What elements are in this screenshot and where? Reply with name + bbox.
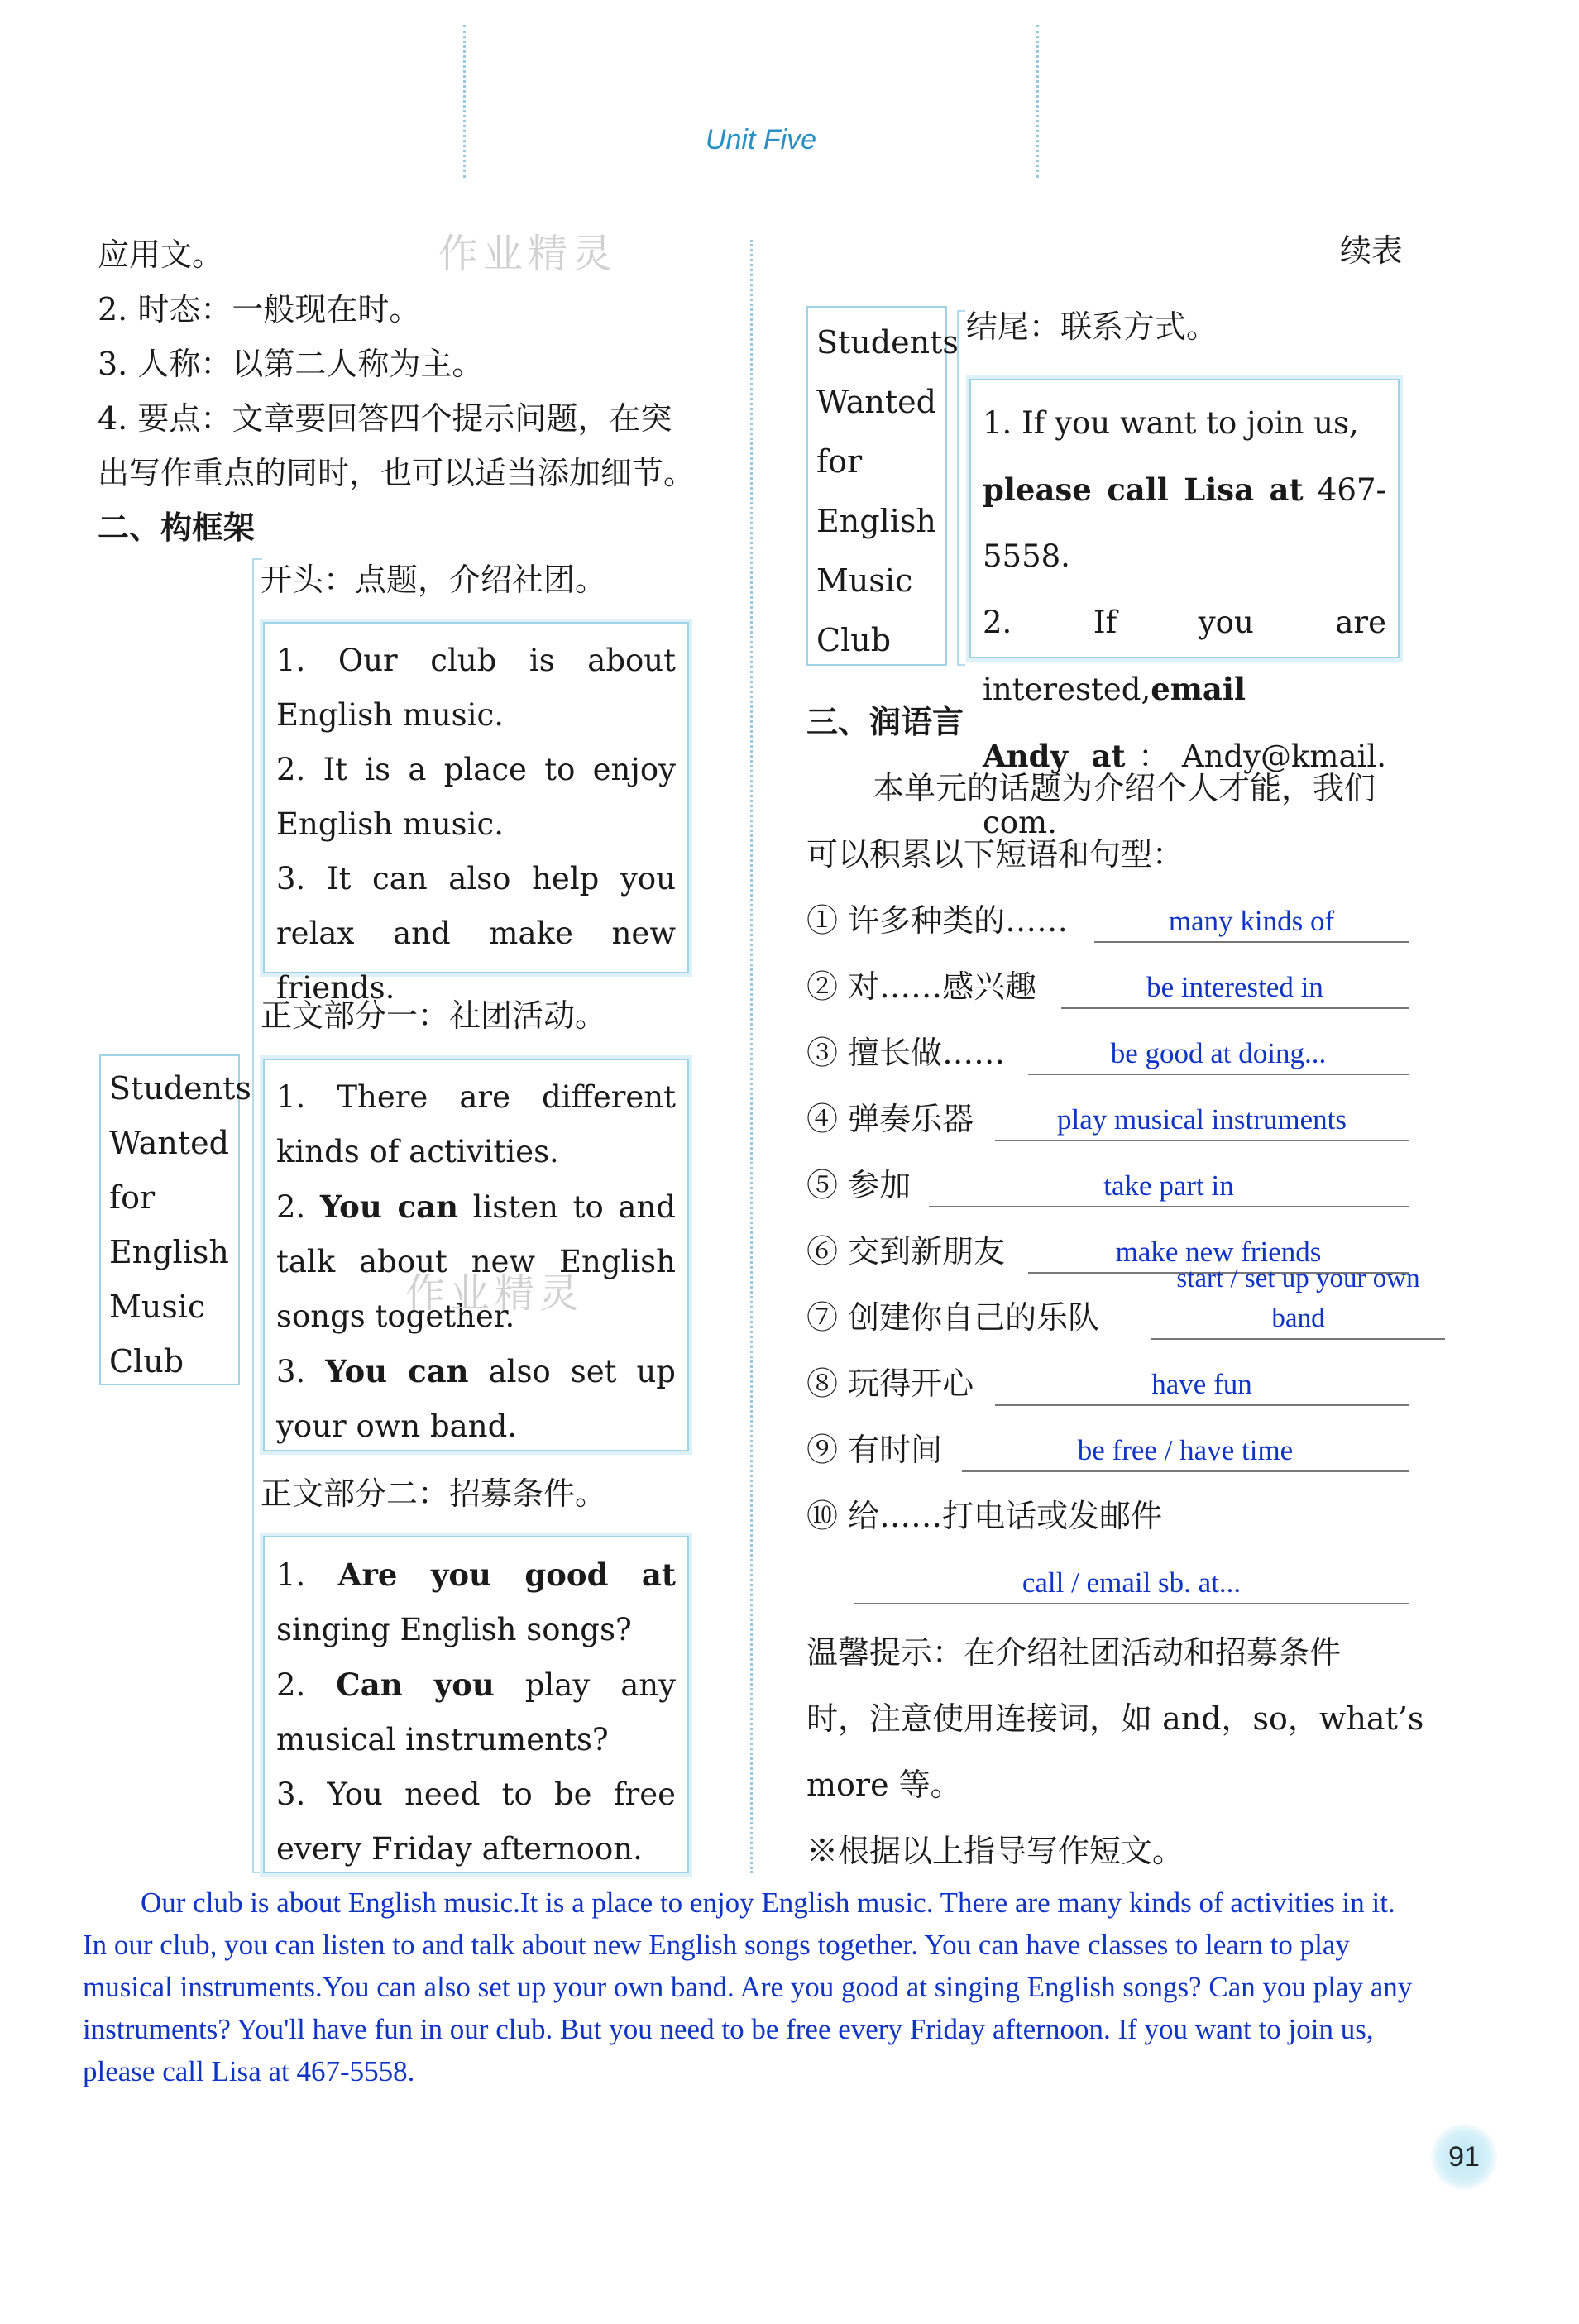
body1-box (263, 1059, 689, 1451)
watermark: 作业精灵 (438, 231, 618, 277)
tip-line-2: 时，注意使用连接词，如 and，so，what’s (806, 1700, 1424, 1737)
body2-item: 3. You need to be free every Friday afternoon. (276, 1776, 676, 1867)
phrase-label: ⑥ 交到新朋友 (806, 1233, 1006, 1270)
phrase-label: ⑩ 给……打电话或发邮件 (806, 1498, 1163, 1534)
header-divider-left (463, 25, 466, 178)
body2-box (263, 1536, 689, 1873)
phrase-row (806, 1356, 1419, 1411)
left-framework-bracket (252, 558, 262, 1873)
side-label-line: Music (109, 1289, 206, 1325)
phrase-answer: be good at doing... (1028, 1034, 1409, 1075)
side-label-line: for (109, 1179, 156, 1216)
phrase-answer: many kinds of (1094, 901, 1409, 943)
phrase-row (806, 1158, 1419, 1212)
section-framework-heading: 二、构框架 (98, 509, 256, 546)
phrase-answer: have fun (995, 1365, 1409, 1406)
unit-title: Unit Five (705, 124, 817, 155)
phrase-answer: be interested in (1061, 968, 1409, 1009)
phrase-row (806, 1489, 1419, 1543)
body2-item: 2. Can you play any musical instruments? (276, 1666, 676, 1757)
phrase-answer: play musical instruments (995, 1100, 1409, 1141)
side-label-line: English (816, 503, 936, 539)
left-line-3: 4. 要点：文章要回答四个提示问题，在突 (98, 400, 672, 437)
continued-label: 续表 (1340, 232, 1404, 269)
phrase-answer: start / set up your own band (1151, 1259, 1445, 1340)
left-line-1: 2. 时态：一般现在时。 (98, 291, 421, 328)
left-side-label (99, 1054, 251, 1385)
phrase-label: ② 对……感兴趣 (806, 968, 1037, 1005)
phrase-row (806, 1026, 1419, 1080)
phrase-row (806, 1423, 1419, 1477)
intro-line-1: 本单元的话题为介绍个人才能，我们 (873, 770, 1376, 806)
phrase-label: ④ 弹奏乐器 (806, 1101, 974, 1137)
essay-line: instruments? You'll have fun in our club. But you need to be free every Friday afternoon. If you want to join us, (83, 2013, 1374, 2045)
ending-title: 结尾：联系方式。 (966, 308, 1218, 345)
phrase-label: ① 许多种类的…… (806, 902, 1069, 939)
body1-title: 正文部分一：社团活动。 (261, 997, 607, 1034)
phrase-answer: be free / have time (962, 1431, 1409, 1472)
side-label-line: Students (109, 1070, 251, 1107)
side-label-line: for (816, 443, 863, 480)
left-line-4: 出写作重点的同时，也可以适当添加细节。 (98, 455, 696, 491)
left-line-0: 应用文。 (98, 237, 224, 273)
side-label-line: Music (816, 562, 913, 599)
intro-line-2: 可以积累以下短语和句型： (806, 836, 1184, 873)
phrase-label: ③ 擅长做…… (806, 1035, 1006, 1071)
side-label-line: Students (816, 324, 959, 361)
phrase-row (806, 1264, 1420, 1345)
side-label-line: English (109, 1234, 229, 1270)
essay-line: Our club is about English music.It is a place to enjoy English music. There are many kinds of activities in it. (141, 1886, 1395, 1919)
ending-item-2b: Andy at：Andy@kmail. com. (983, 738, 1386, 840)
side-label-line: Wanted (816, 384, 936, 420)
left-line-2: 3. 人称：以第二人称为主。 (98, 346, 484, 382)
body1-item: 1. There are different kinds of activities. (276, 1079, 676, 1169)
phrase-row (806, 893, 1419, 948)
tip-line-3: more 等。 (806, 1767, 962, 1803)
phrase-answer: take part in (929, 1166, 1409, 1207)
side-label-line: Club (109, 1343, 184, 1380)
essay-line: In our club, you can listen to and talk about new English songs together. You can have classes to learn to play (83, 1929, 1350, 1961)
phrase-row (806, 959, 1419, 1014)
writing-guide: ※根据以上指导写作短文。 (806, 1833, 1184, 1869)
section-language-heading: 三、润语言 (806, 704, 964, 740)
column-divider (750, 240, 753, 1873)
phrase-answer: make new friends (1028, 1232, 1409, 1274)
opening-box (263, 622, 689, 1006)
side-label-line: Wanted (109, 1125, 229, 1161)
phrase-label: ⑧ 玩得开心 (806, 1365, 974, 1402)
phrase-answer: call / email sb. at... (854, 1563, 1409, 1604)
opening-item: 1. Our club is about English music. (276, 643, 676, 733)
page-number: 91 (1431, 2124, 1497, 2190)
opening-title: 开头：点题，介绍社团。 (261, 562, 607, 598)
body2-item: 1. Are you good at singing English songs? (276, 1557, 676, 1647)
watermark: 作业精灵 (405, 1270, 585, 1317)
ending-item-1: 1. If you want to join us, (983, 405, 1359, 441)
body1-item: 2. You can listen to and talk about new English songs together. (276, 1188, 676, 1334)
ending-item-1b: please call Lisa at 467-5558. (983, 471, 1387, 574)
body2-title: 正文部分二：招募条件。 (261, 1475, 607, 1512)
essay-line: please call Lisa at 467-5558. (83, 2055, 415, 2087)
phrase-row-answer (806, 1555, 1419, 1609)
phrase-row (806, 1092, 1419, 1146)
right-side-label (806, 306, 959, 666)
phrase-label: ⑦ 创建你自己的乐队 (806, 1299, 1100, 1336)
phrase-label: ⑤ 参加 (806, 1167, 912, 1203)
header-divider-right (1036, 25, 1039, 178)
side-label-line: Club (816, 622, 892, 658)
ending-item-2: 2. If you are interested,email (983, 605, 1386, 707)
essay-line: musical instruments.You can also set up your own band. Are you good at singing English songs? Can you play any (83, 1971, 1413, 2003)
sample-essay (83, 1882, 1489, 2092)
phrase-label: ⑨ 有时间 (806, 1432, 943, 1468)
tip-line-1: 温馨提示：在介绍社团活动和招募条件 (806, 1634, 1342, 1671)
right-framework-bracket (957, 310, 965, 666)
opening-item: 2. It is a place to enjoy English music. (276, 752, 676, 842)
body1-item: 3. You can also set up your own band. (276, 1353, 676, 1444)
opening-item: 3. It can also help you relax and make new friends. (276, 861, 676, 1006)
